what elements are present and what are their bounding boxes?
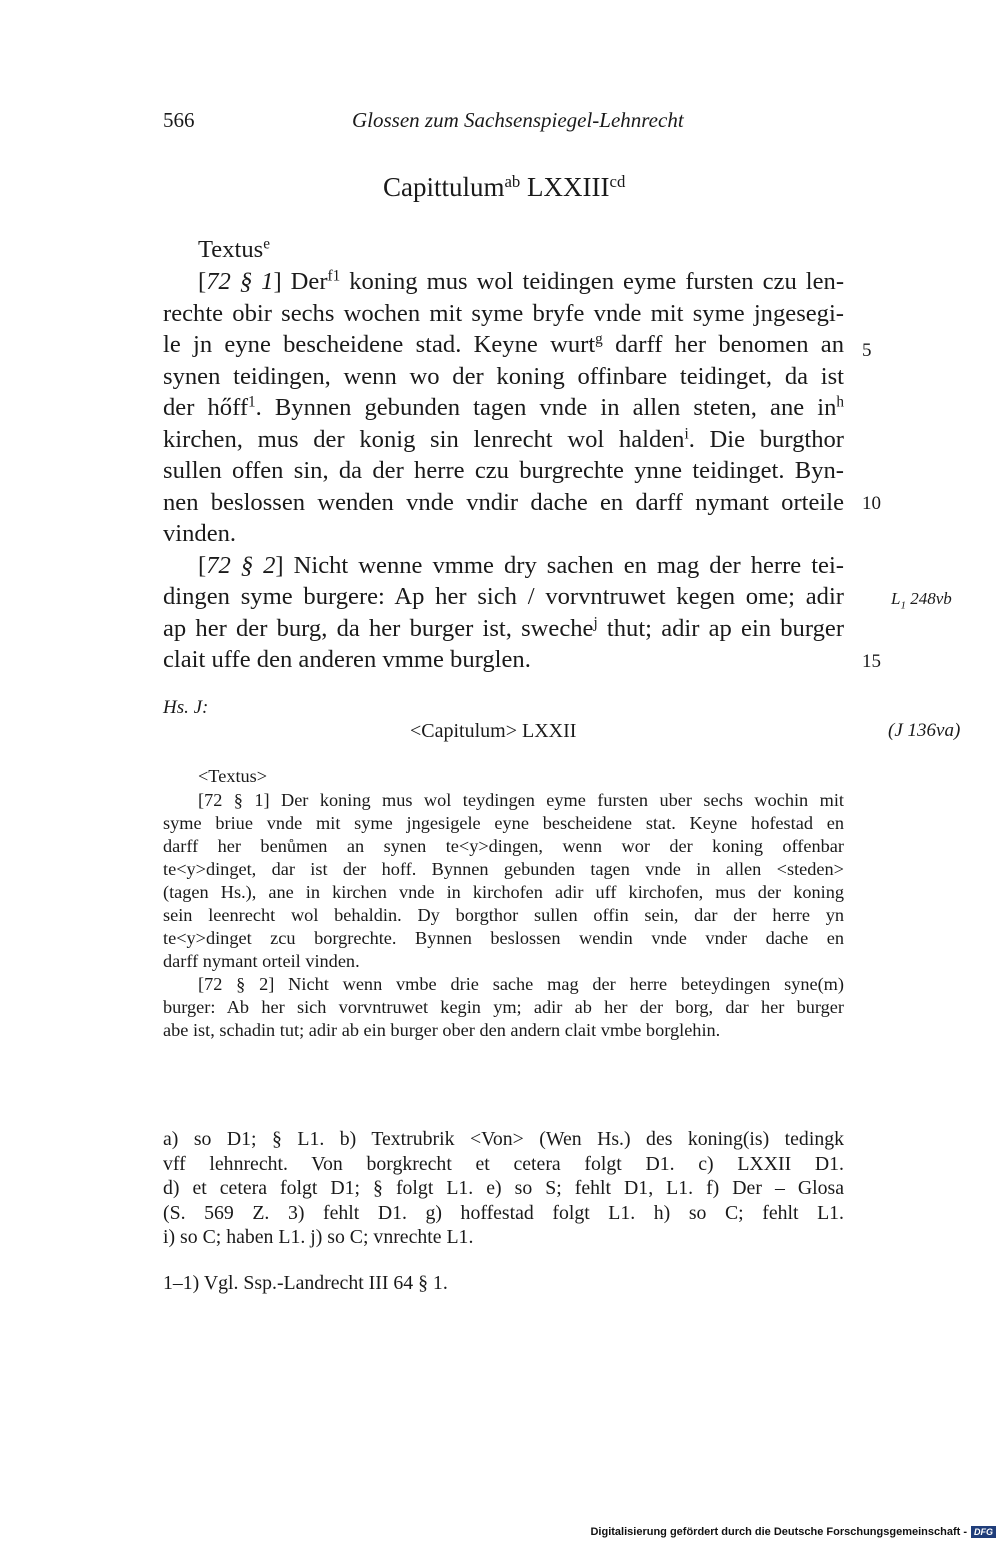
- hs-j-label: Hs. J:: [163, 697, 209, 718]
- hs-j-line: te<y>dinget zcu borgrechte. Bynnen beslossen wendin vnde vnder dache en: [163, 928, 844, 948]
- main-line-5: der hőff$^1$. Bynnen gebunden tagen vnde in allen steten, ane $in^h$: [163, 393, 844, 421]
- hs-j-line: [72 § 1] Der koning mus wol teydingen eyme fursten uber sechs wochin mit: [198, 790, 844, 810]
- textus-sup: e: [263, 235, 270, 253]
- line-number-5: 5: [862, 340, 872, 361]
- hs-j-line: darff her benůmen an synen te<y>dingen, wenn wor der koning offenbar: [163, 836, 844, 856]
- hs-j-line: darff nymant orteil vinden.: [163, 951, 360, 971]
- apparatus-footnotes: [163, 1127, 844, 1250]
- hs-j-line: syme briue vnde mit syme jngesigele eyne bescheidene stat. Keyne hofestad en: [163, 813, 844, 833]
- main-line-13: clait uffe den anderen vmme burglen.: [163, 646, 531, 673]
- digitization-footer: [590, 1526, 996, 1538]
- source-note: 1–1) Vgl. Ssp.-Landrecht III 64 § 1.: [163, 1272, 448, 1294]
- footnote-line: vff lehnrecht. Von borgkrecht et cetera folgt D1. c) LXXII D1.: [163, 1152, 844, 1175]
- hs-j-textus: <Textus>: [198, 766, 268, 786]
- main-line-7: sullen offen sin, da der herre czu burgrechte ynne teidinget. Byn-: [163, 457, 844, 484]
- hs-j-line: abe ist, schadin tut; adir ab ein burger ober den andern clait vmbe borglehin.: [163, 1020, 721, 1040]
- margin-folio-note: $L_1$ 248vb: [891, 589, 952, 612]
- page-number: 566: [163, 108, 195, 132]
- hs-j-line: (tagen Hs.), ane in kirchen vnde in kirchofen adir uff kirchofen, mus der koning: [163, 882, 844, 902]
- chapter-sup-2: cd: [609, 171, 626, 191]
- hs-j-text: [163, 789, 844, 1042]
- main-line-10: [72 § 2] Nicht wenne vmme dry sachen en mag der herre tei-: [198, 552, 844, 579]
- main-line-9: vinden.: [163, 520, 237, 547]
- chapter-heading: [383, 172, 625, 203]
- running-title: Glossen zum Sachsenspiegel-Lehnrecht: [352, 108, 684, 132]
- main-line-12: ap her der burg, da her burger ist, sweche$^j$ thut; adir ap ein burger: [163, 614, 845, 642]
- main-line-1: [72 § 1] Der$^{f1}$ koning mus wol teidingen eyme fursten czu len-: [198, 267, 845, 295]
- textus-label: Textus: [198, 236, 264, 263]
- hs-j-line: burger: Ab her sich vorvntruwet kegin ym; adir ab her der borg, dar her burger: [163, 997, 844, 1017]
- main-line-11: dingen syme burgere: Ap her sich / vorvntruwet kegen ome; adir: [163, 583, 844, 610]
- footnote-line: (S. 569 Z. 3) fehlt D1. g) hoffestad folgt L1. h) so C; fehlt L1.: [163, 1201, 844, 1224]
- main-line-6: kirchen, mus der konig sin lenrecht wol halden$^i$. Die burgthor: [163, 425, 844, 453]
- dfg-logo: DFG: [971, 1526, 996, 1538]
- footnote-line: a) so D1; § L1. b) Textrubrik <Von> (Wen Hs.) des koning(is) tedingk: [163, 1128, 844, 1150]
- hs-j-line: sein leenrecht wol behaldin. Dy borgthor sullen offin sein, dar der herre yn: [163, 905, 844, 925]
- hs-j-line: [72 § 2] Nicht wenn vmbe drie sache mag der herre beteydingen syne(m): [198, 974, 844, 994]
- chapter-sup-1: ab: [504, 171, 521, 191]
- main-line-4: synen teidingen, wenn wo der koning offinbare teidinget, da ist: [163, 363, 844, 390]
- footnote-line: d) et cetera folgt D1; § folgt L1. e) so S; fehlt D1, L1. f) Der – Glosa: [163, 1177, 844, 1199]
- line-number-10: 10: [862, 493, 881, 514]
- chapter-title: Capittulum: [383, 172, 505, 202]
- main-line-8: nen beslossen wenden vnde vndir dache en darff nymant orteile: [163, 489, 844, 516]
- hs-j-line: te<y>dinget, dar ist der hoff. Bynnen gebunden tagen vnde in allen <steden>: [163, 859, 844, 879]
- line-number-15: 15: [862, 651, 881, 672]
- textus-heading: [198, 236, 270, 264]
- footer-text: Digitalisierung gefördert durch die Deutsche Forschungsgemeinschaft -: [590, 1526, 967, 1538]
- footnote-line: i) so C; haben L1. j) so C; vnrechte L1.: [163, 1226, 474, 1248]
- main-line-2: rechte obir sechs wochen mit syme bryfe vnde mit syme jngesegi-: [163, 300, 844, 327]
- hs-j-heading: <Capitulum> LXXII: [410, 720, 577, 742]
- main-line-3: le jn eyne bescheidene stad. Keyne wurt$^g$ darff her benomen an: [163, 330, 844, 358]
- hs-j-folio: (J 136va): [888, 720, 961, 741]
- chapter-numeral: LXXIII: [527, 172, 610, 202]
